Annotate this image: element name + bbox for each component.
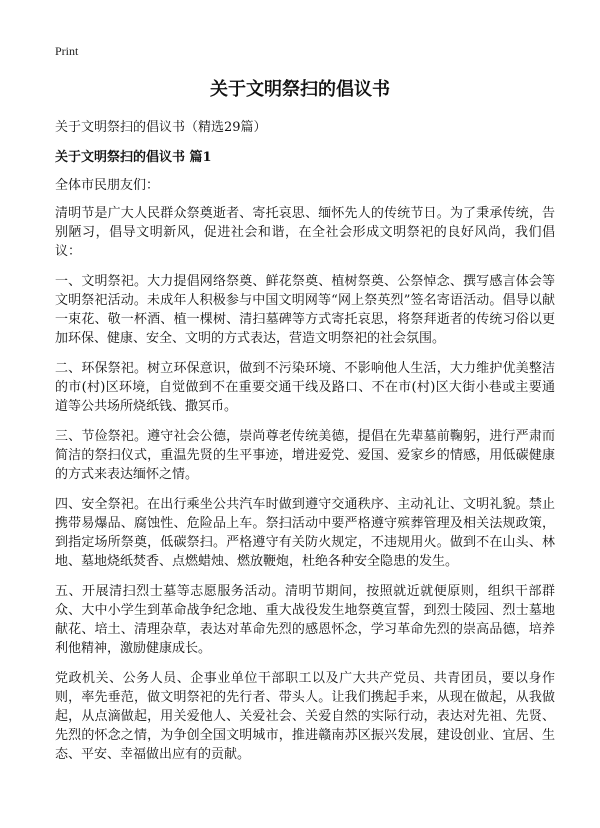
document-body bbox=[55, 118, 555, 775]
print-link[interactable]: Print bbox=[55, 44, 79, 58]
page-title: 关于文明祭扫的倡议书 bbox=[210, 79, 390, 100]
paragraph-civilized-worship: 一、文明祭祀。大力提倡网络祭奠、鲜花祭奠、植树祭奠、公祭悼念、撰写感言体会等文明祭祀活动。未成年人积极参与中国文明网等“网上祭英烈”签名寄语活动。倡导以献一束花、敬一杯酒、植一棵树、清扫墓碑等方式寄托哀思，将祭拜逝者的传统习俗以更加环保、健康、安全、文明的方式表达，营造文明祭祀的社会氛围。 bbox=[55, 274, 555, 346]
paragraph-intro: 清明节是广大人民群众祭奠逝者、寄托哀思、缅怀先人的传统节日。为了秉承传统，告别陋习，倡导文明新风，促进社会和谐，在全社会形成文明祭祀的良好风尚，我们倡议： bbox=[55, 206, 555, 259]
paragraph-volunteer-service: 五、开展清扫烈士墓等志愿服务活动。清明节期间，按照就近就便原则，组织干部群众、大中小学生到革命战争纪念地、重大战役发生地祭奠宣誓，到烈士陵园、烈士墓地献花、培土、清理杂草，表达对革命先烈的感恩怀念，学习革命先烈的崇高品德，培养利他精神，激励健康成长。 bbox=[55, 584, 555, 656]
paragraph-eco-worship: 二、环保祭祀。树立环保意识，做到不污染环境、不影响他人生活，大力维护优美整洁的市(村)区环境，自觉做到不在重要交通干线及路口、不在市(村)区大街小巷或主要通道等公共场所烧纸钱、撒冥币。 bbox=[55, 361, 555, 414]
paragraph-call-to-action: 党政机关、公务人员、企事业单位干部职工以及广大共产党员、共青团员，要以身作则，率先垂范，做文明祭祀的先行者、带头人。让我们携起手来，从现在做起，从我做起，从点滴做起，用关爱他人、关爱社会、关爱自然的实际行动，表达对先祖、先贤、先烈的怀念之情，为争创全国文明城市，推进赣南苏区振兴发展，建设创业、宜居、生态、平安、幸福做出应有的贡献。 bbox=[55, 671, 555, 762]
section-heading: 关于文明祭扫的倡议书 篇1 bbox=[55, 150, 212, 165]
paragraph-frugal-worship: 三、节俭祭祀。遵守社会公德，崇尚尊老传统美德，提倡在先辈墓前鞠躬，进行严肃而简洁的祭扫仪式，重温先贤的生平事迹，增进爱党、爱国、爱家乡的情感，用低碳健康的方式来表达缅怀之情。 bbox=[55, 429, 555, 482]
paragraph-safe-worship: 四、安全祭祀。在出行乘坐公共汽车时做到遵守交通秩序、主动礼让、文明礼貌。禁止携带易爆品、腐蚀性、危险品上车。祭扫活动中要严格遵守殡葬管理及相关法规政策，到指定场所祭奠，低碳祭扫。严格遵守有关防火规定，不违规用火。做到不在山头、林地、墓地烧纸焚香、点燃蜡烛、燃放鞭炮，杜绝各种安全隐患的发生。 bbox=[55, 497, 555, 569]
salutation: 全体市民朋友们： bbox=[55, 178, 160, 193]
document-subtitle: 关于文明祭扫的倡议书（精选29篇） bbox=[55, 120, 267, 135]
